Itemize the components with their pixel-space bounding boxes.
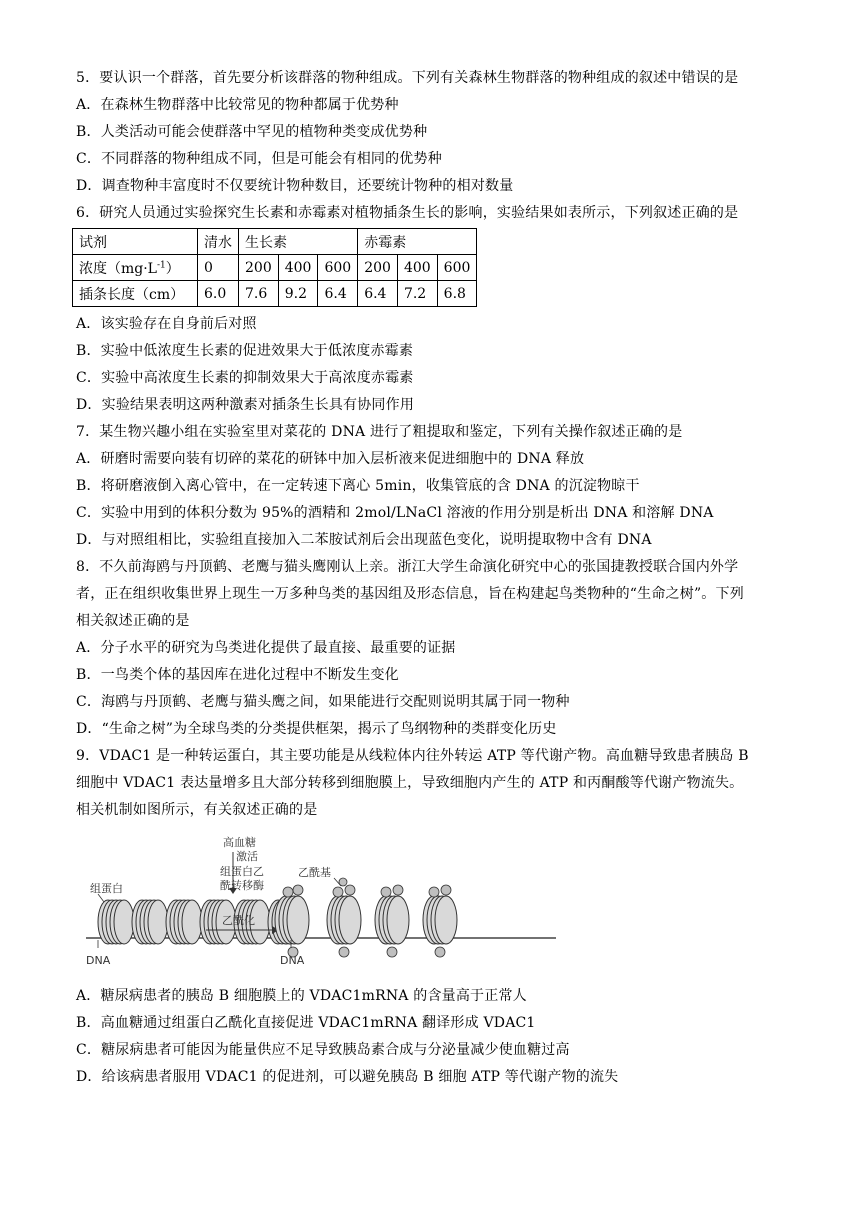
label-acetylation: 乙酰化 bbox=[222, 914, 255, 927]
q5-stem: 5．要认识一个群落，首先要分析该群落的物种组成。下列有关森林生物群落的物种组成的叙述中错误的是 bbox=[76, 70, 739, 86]
q7-stem: 7．某生物兴趣小组在实验室里对菜花的 DNA 进行了粗提取和鉴定，下列有关操作叙述正确的是 bbox=[76, 424, 683, 440]
table-cell: 200 bbox=[239, 255, 279, 281]
label-enzyme-line-2: 酰转移酶 bbox=[220, 879, 264, 892]
q6-option-b: B．实验中低浓度生长素的促进效果大于低浓度赤霉素 bbox=[76, 343, 414, 359]
q8-stem-line-1: 8．不久前海鸥与丹顶鹤、老鹰与猫头鹰刚认上亲。浙江大学生命演化研究中心的张国捷教授联合国内外学 bbox=[76, 559, 739, 575]
q6-option-d: D．实验结果表明这两种激素对插条生长具有协同作用 bbox=[76, 397, 415, 413]
q7-option-d: D．与对照组相比，实验组直接加入二苯胺试剂后会出现蓝色变化，说明提取物中含有 DNA bbox=[76, 532, 652, 548]
label-acetyl: 乙酰基 bbox=[298, 866, 331, 879]
table-cell: 9.2 bbox=[278, 281, 318, 307]
table-cell: 6.8 bbox=[437, 281, 477, 307]
table-cell: 6.4 bbox=[358, 281, 398, 307]
q7-option-c: C．实验中用到的体积分数为 95%的酒精和 2mol/LNaCl 溶液的作用分别是析出 DNA 和溶解 DNA bbox=[76, 505, 714, 521]
table-cell: 400 bbox=[278, 255, 318, 281]
q5-option-c: C．不同群落的物种组成不同，但是可能会有相同的优势种 bbox=[76, 151, 442, 167]
q6-stem: 6．研究人员通过实验探究生长素和赤霉素对植物插条生长的影响，实验结果如表所示，下列叙述正确的是 bbox=[76, 205, 739, 221]
q5-option-d: D．调查物种丰富度时不仅要统计物种数目，还要统计物种的相对数量 bbox=[76, 178, 514, 194]
q8-option-d: D．“生命之树”为全球鸟类的分类提供框架，揭示了鸟纲物种的类群变化历史 bbox=[76, 721, 557, 737]
q5-option-a: A．在森林生物群落中比较常见的物种都属于优势种 bbox=[76, 97, 399, 113]
q9-option-b: B．高血糖通过组蛋白乙酰化直接促进 VDAC1mRNA 翻译形成 VDAC1 bbox=[76, 1015, 536, 1031]
q6-data-table bbox=[72, 228, 477, 307]
nucleosome-right-4 bbox=[423, 896, 457, 944]
table-header-gibberellin: 赤霉素 bbox=[358, 229, 477, 255]
table-header-reagent: 试剂 bbox=[73, 229, 198, 255]
histone-acetylation-figure bbox=[76, 832, 576, 972]
q9-option-c: C．糖尿病患者可能因为能量供应不足导致胰岛素合成与分泌量减少使血糖过高 bbox=[76, 1042, 570, 1058]
label-histone: 组蛋白 bbox=[90, 882, 123, 895]
label-dna-left: DNA bbox=[86, 954, 111, 967]
nucleosome-right-3 bbox=[375, 896, 409, 944]
histone-diagram bbox=[76, 832, 576, 972]
table-cell: 6.0 bbox=[198, 281, 239, 307]
q9-stem-line-3: 相关机制如图所示，有关叙述正确的是 bbox=[76, 802, 318, 818]
nucleosome-right-1 bbox=[275, 896, 309, 944]
table-cell: 6.4 bbox=[318, 281, 358, 307]
label-activate: 激活 bbox=[236, 850, 258, 863]
q5-option-b: B．人类活动可能会使群落中罕见的植物种类变成优势种 bbox=[76, 124, 428, 140]
nucleosome-right-2 bbox=[327, 896, 361, 944]
q8-stem-line-2: 者，正在组织收集世界上现生一万多种鸟类的基因组及形态信息，旨在构建起鸟类物种的“生命之树”。下列 bbox=[76, 586, 744, 602]
table-row-label-concentration: 浓度$(mg\cdot L^{-1})$ bbox=[73, 255, 198, 281]
q8-option-c: C．海鸥与丹顶鹤、老鹰与猫头鹰之间，如果能进行交配则说明其属于同一物种 bbox=[76, 694, 570, 710]
table-cell: 0 bbox=[198, 255, 239, 281]
histone-pointer bbox=[98, 894, 104, 902]
q9-stem-line-1: 9．VDAC1 是一种转运蛋白，其主要功能是从线粒体内往外转运 ATP 等代谢产物。高血糖导致患者胰岛 B bbox=[76, 748, 749, 764]
q7-option-b: B．将研磨液倒入离心管中，在一定转速下离心 5min，收集管底的含 DNA 的沉淀物晾干 bbox=[76, 478, 640, 494]
table-row-label-length: 插条长度（cm） bbox=[73, 281, 198, 307]
table-cell: 200 bbox=[358, 255, 398, 281]
table-cell: 600 bbox=[318, 255, 358, 281]
table-row bbox=[73, 229, 477, 255]
q9-option-d: D．给该病患者服用 VDAC1 的促进剂，可以避免胰岛 B 细胞 ATP 等代谢产物的流失 bbox=[76, 1069, 619, 1085]
table-cell: 400 bbox=[397, 255, 437, 281]
q6-option-a: A．该实验存在自身前后对照 bbox=[76, 316, 257, 332]
label-high-glucose: 高血糖 bbox=[223, 836, 256, 849]
table-cell: 7.2 bbox=[397, 281, 437, 307]
table-row bbox=[73, 281, 477, 307]
q8-stem-line-3: 相关叙述正确的是 bbox=[76, 613, 190, 629]
q7-option-a: A．研磨时需要向装有切碎的菜花的研钵中加入层析液来促进细胞中的 DNA 释放 bbox=[76, 451, 585, 467]
q9-option-a: A．糖尿病患者的胰岛 B 细胞膜上的 VDAC1mRNA 的含量高于正常人 bbox=[76, 988, 527, 1004]
table-header-auxin: 生长素 bbox=[239, 229, 358, 255]
table-cell: 7.6 bbox=[239, 281, 279, 307]
label-dna-right: DNA bbox=[280, 954, 305, 967]
q6-option-c: C．实验中高浓度生长素的抑制效果大于高浓度赤霉素 bbox=[76, 370, 414, 386]
table-header-water: 清水 bbox=[198, 229, 239, 255]
q9-stem-line-2: 细胞中 VDAC1 表达量增多且大部分转移到细胞膜上，导致细胞内产生的 ATP 和丙酮酸等代谢产物流失。 bbox=[76, 775, 744, 791]
label-enzyme-line-1: 组蛋白乙 bbox=[220, 865, 264, 878]
table-row bbox=[73, 255, 477, 281]
table-cell: 600 bbox=[437, 255, 477, 281]
q8-option-a: A．分子水平的研究为鸟类进化提供了最直接、最重要的证据 bbox=[76, 640, 456, 656]
q8-option-b: B．一鸟类个体的基因库在进化过程中不断发生变化 bbox=[76, 667, 399, 683]
